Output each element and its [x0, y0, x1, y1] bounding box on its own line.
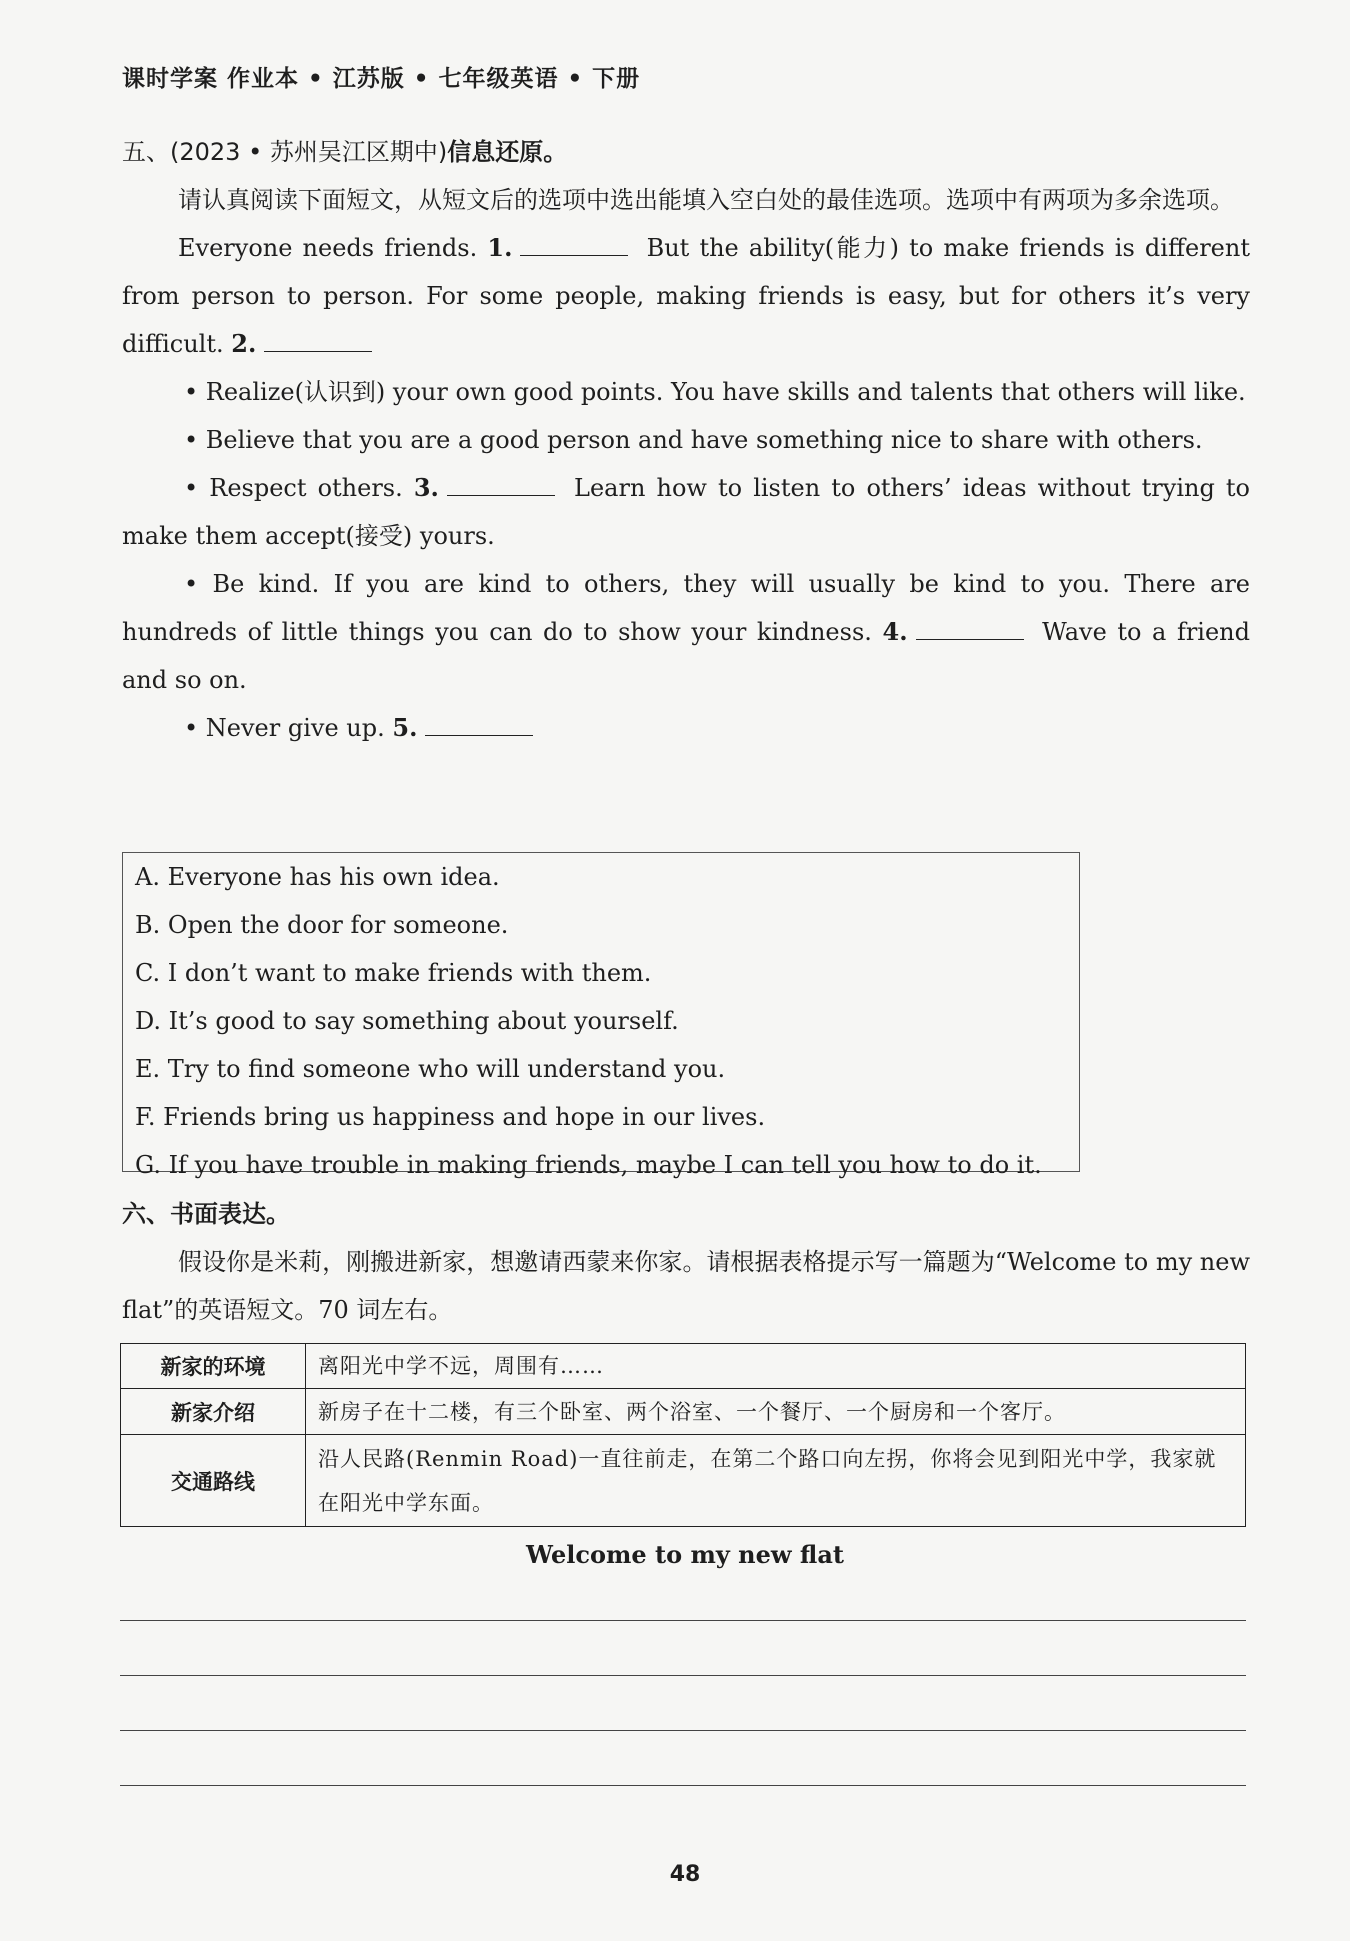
- option-c: C. I don’t want to make friends with them.: [135, 959, 652, 987]
- answer-blank-5[interactable]: [425, 715, 533, 736]
- bullet-1: • Realize(认识到) your own good points. You have skills and talents that others will like.: [184, 378, 1246, 406]
- bullet-4: • Be kind. If you are kind to others, they will usually be kind to you. There are hundreds of little things you can do to show your kindness. 4. Wave to a friend and so on.: [122, 570, 1251, 694]
- table-label: 新家介绍: [121, 1389, 306, 1435]
- writing-line[interactable]: [120, 1785, 1246, 1786]
- answer-blank-2[interactable]: [264, 331, 372, 352]
- bullet-5: • Never give up. 5.: [122, 704, 1250, 752]
- essay-title: Welcome to my new flat: [526, 1540, 844, 1569]
- section-6-instruction: 假设你是米莉，刚搬进新家，想邀请西蒙来你家。请根据表格提示写一篇题为“Welcome to my new flat”的英语短文。70 词左右。: [122, 1248, 1250, 1324]
- option-b: B. Open the door for someone.: [135, 911, 509, 939]
- section-5-heading: 信息还原。: [447, 138, 568, 166]
- section-5: [122, 128, 1250, 752]
- options-box: [122, 852, 1080, 1179]
- table-value: 离阳光中学不远，周围有……: [306, 1344, 1246, 1389]
- answer-blank-1[interactable]: [520, 235, 628, 256]
- writing-line[interactable]: [120, 1620, 1246, 1621]
- section-5-title: [122, 128, 1250, 176]
- option-d: D. It’s good to say something about yourself.: [135, 1007, 679, 1035]
- passage-paragraph-1: Everyone needs friends. 1. But the ability(能力) to make friends is different from person to person. For some people, making friends is easy, but for others it’s very difficult. 2.: [122, 233, 1250, 358]
- table-label: 新家的环境: [121, 1344, 306, 1389]
- option-e: E. Try to find someone who will understand you.: [135, 1055, 726, 1083]
- blank-number-2: 2.: [231, 329, 257, 358]
- writing-line[interactable]: [120, 1730, 1246, 1731]
- option-g: G. If you have trouble in making friends, maybe I can tell you how to do it.: [135, 1151, 1042, 1179]
- bullet-3: • Respect others. 3. Learn how to listen to others’ ideas without trying to make them accept(接受) yours.: [122, 473, 1250, 550]
- table-row: [121, 1344, 1246, 1389]
- section-6-title: 六、书面表达。: [122, 1200, 290, 1228]
- answer-blank-4[interactable]: [916, 619, 1024, 640]
- blank-number-4: 4.: [882, 617, 908, 646]
- answer-blank-3[interactable]: [447, 475, 555, 496]
- page-number: 48: [669, 1862, 701, 1887]
- option-f: F. Friends bring us happiness and hope in our lives.: [135, 1103, 766, 1131]
- writing-line[interactable]: [120, 1675, 1246, 1676]
- prompt-table: [120, 1343, 1246, 1527]
- page-header: 课时学案 作业本 • 江苏版 • 七年级英语 • 下册: [122, 66, 641, 92]
- table-row: [121, 1389, 1246, 1435]
- section-5-number: 五、: [122, 138, 170, 166]
- option-a: A. Everyone has his own idea.: [135, 863, 500, 891]
- section-5-source: (2023 • 苏州吴江区期中): [170, 138, 448, 166]
- section-5-instruction: 请认真阅读下面短文，从短文后的选项中选出能填入空白处的最佳选项。选项中有两项为多余选项。: [178, 186, 1234, 214]
- table-value: 沿人民路(Renmin Road)一直往前走，在第二个路口向左拐，你将会见到阳光中学，我家就在阳光中学东面。: [306, 1435, 1246, 1527]
- table-value: 新房子在十二楼，有三个卧室、两个浴室、一个餐厅、一个厨房和一个客厅。: [306, 1389, 1246, 1435]
- table-row: [121, 1435, 1246, 1527]
- blank-number-1: 1.: [487, 233, 513, 262]
- bullet-2: • Believe that you are a good person and have something nice to share with others.: [184, 426, 1203, 454]
- section-6: [122, 1190, 1250, 1334]
- blank-number-3: 3.: [413, 473, 439, 502]
- table-label: 交通路线: [121, 1435, 306, 1527]
- blank-number-5: 5.: [392, 713, 418, 742]
